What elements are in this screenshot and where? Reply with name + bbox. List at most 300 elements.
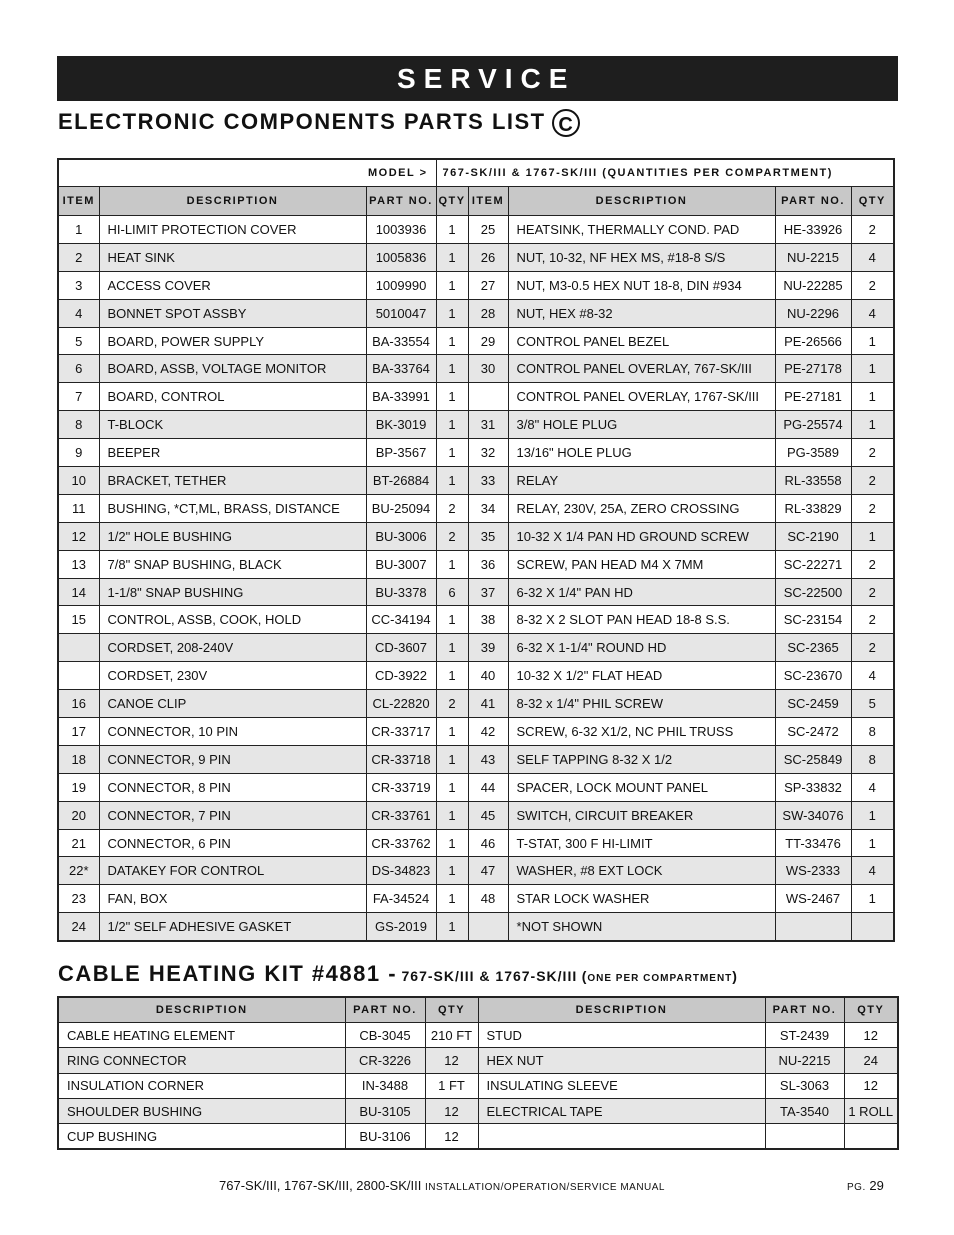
footer-page	[847, 1178, 884, 1193]
quantity: 1	[436, 383, 468, 411]
model-label: MODEL >	[58, 159, 436, 187]
item-description: BOARD, ASSB, VOLTAGE MONITOR	[99, 355, 366, 383]
part-number: PE-26566	[775, 327, 851, 355]
quantity: 8	[851, 745, 894, 773]
kit-quantity: 210 FT	[425, 1023, 478, 1048]
item-description: BUSHING, *CT,ML, BRASS, DISTANCE	[99, 494, 366, 522]
kit-quantity: 12	[425, 1048, 478, 1073]
table-row	[58, 383, 894, 411]
quantity: 2	[851, 271, 894, 299]
table-row	[58, 1098, 898, 1123]
part-number: SC-22271	[775, 550, 851, 578]
part-number: BU-3007	[366, 550, 436, 578]
part-number: SC-2190	[775, 522, 851, 550]
kit-quantity	[844, 1124, 898, 1150]
quantity: 1	[436, 801, 468, 829]
table-row	[58, 411, 894, 439]
item-description: SELF TAPPING 8-32 X 1/2	[508, 745, 775, 773]
quantity: 2	[851, 634, 894, 662]
header-qty: QTY	[851, 187, 894, 216]
item-number: 23	[58, 885, 99, 913]
table-row	[58, 578, 894, 606]
item-description: HI-LIMIT PROTECTION COVER	[99, 216, 366, 244]
kit-heading	[58, 959, 738, 994]
kit-part-number: CB-3045	[345, 1023, 425, 1048]
kit-description: RING CONNECTOR	[58, 1048, 345, 1073]
item-number: 46	[468, 829, 508, 857]
item-description: CANOE CLIP	[99, 690, 366, 718]
quantity: 1	[436, 327, 468, 355]
table-row	[58, 745, 894, 773]
table-row	[58, 271, 894, 299]
quantity: 1	[436, 299, 468, 327]
item-number: 33	[468, 467, 508, 495]
item-number: 39	[468, 634, 508, 662]
item-number: 31	[468, 411, 508, 439]
quantity: 1	[436, 885, 468, 913]
item-number: 44	[468, 773, 508, 801]
model-value: 767-SK/III & 1767-SK/III (QUANTITIES PER COMPARTMENT)	[436, 159, 894, 187]
item-description: 13/16" HOLE PLUG	[508, 439, 775, 467]
item-description: BOARD, CONTROL	[99, 383, 366, 411]
footer-page-number: 29	[869, 1178, 884, 1193]
table-row	[58, 690, 894, 718]
part-number: CD-3922	[366, 662, 436, 690]
item-description: DATAKEY FOR CONTROL	[99, 857, 366, 885]
part-number: NU-2296	[775, 299, 851, 327]
kit-part-number: NU-2215	[765, 1048, 844, 1073]
kit-description: ELECTRICAL TAPE	[478, 1098, 765, 1123]
item-number: 13	[58, 550, 99, 578]
table-row	[58, 243, 894, 271]
kit-heading-paren-open: (	[581, 968, 588, 984]
quantity: 2	[851, 550, 894, 578]
table-row	[58, 467, 894, 495]
kit-description: SHOULDER BUSHING	[58, 1098, 345, 1123]
item-number: 32	[468, 439, 508, 467]
quantity: 1	[436, 718, 468, 746]
item-number: 48	[468, 885, 508, 913]
part-number: WS-2333	[775, 857, 851, 885]
item-number: 18	[58, 745, 99, 773]
item-number: 25	[468, 216, 508, 244]
quantity: 1	[436, 243, 468, 271]
quantity: 2	[851, 216, 894, 244]
item-number: 27	[468, 271, 508, 299]
part-number: CC-34194	[366, 606, 436, 634]
table-row	[58, 662, 894, 690]
part-number: RL-33829	[775, 494, 851, 522]
part-number: WS-2467	[775, 885, 851, 913]
quantity: 4	[851, 299, 894, 327]
kit-header-description: DESCRIPTION	[58, 997, 345, 1023]
quantity: 2	[851, 439, 894, 467]
part-number: SC-2472	[775, 718, 851, 746]
part-number: 5010047	[366, 299, 436, 327]
quantity: 1	[436, 467, 468, 495]
kit-heading-models: 767-SK/III & 1767-SK/III	[401, 968, 578, 984]
quantity	[851, 913, 894, 941]
item-number: 43	[468, 745, 508, 773]
part-number: BU-3378	[366, 578, 436, 606]
part-number: SC-2365	[775, 634, 851, 662]
table-row	[58, 1048, 898, 1073]
item-number: 24	[58, 913, 99, 941]
quantity: 1	[851, 383, 894, 411]
quantity: 1	[436, 745, 468, 773]
item-number	[58, 662, 99, 690]
part-number: CR-33761	[366, 801, 436, 829]
table-row	[58, 494, 894, 522]
quantity: 2	[851, 606, 894, 634]
item-number: 34	[468, 494, 508, 522]
kit-quantity: 12	[844, 1023, 898, 1048]
item-description: 1-1/8" SNAP BUSHING	[99, 578, 366, 606]
table-row	[58, 718, 894, 746]
table-row	[58, 801, 894, 829]
kit-description: HEX NUT	[478, 1048, 765, 1073]
quantity: 1	[436, 271, 468, 299]
part-number: SP-33832	[775, 773, 851, 801]
item-number: 42	[468, 718, 508, 746]
table-row	[58, 1023, 898, 1048]
item-description: T-BLOCK	[99, 411, 366, 439]
table-row	[58, 355, 894, 383]
part-number: PG-25574	[775, 411, 851, 439]
quantity: 4	[851, 773, 894, 801]
item-number: 10	[58, 467, 99, 495]
kit-part-number: SL-3063	[765, 1073, 844, 1098]
item-description: 10-32 X 1/2" FLAT HEAD	[508, 662, 775, 690]
quantity: 1	[436, 662, 468, 690]
footer-page-label: PG.	[847, 1182, 866, 1193]
table-row	[58, 857, 894, 885]
quantity: 4	[851, 857, 894, 885]
part-number: 1005836	[366, 243, 436, 271]
part-number: HE-33926	[775, 216, 851, 244]
item-description: BONNET SPOT ASSBY	[99, 299, 366, 327]
section-title	[58, 107, 580, 137]
table-row	[58, 327, 894, 355]
item-number: 11	[58, 494, 99, 522]
part-number: PE-27178	[775, 355, 851, 383]
part-number: SC-2459	[775, 690, 851, 718]
quantity: 1	[851, 411, 894, 439]
item-description: ACCESS COVER	[99, 271, 366, 299]
item-description: BEEPER	[99, 439, 366, 467]
item-description: T-STAT, 300 F HI-LIMIT	[508, 829, 775, 857]
kit-part-number: ST-2439	[765, 1023, 844, 1048]
item-description: RELAY, 230V, 25A, ZERO CROSSING	[508, 494, 775, 522]
quantity: 2	[851, 467, 894, 495]
part-number: BT-26884	[366, 467, 436, 495]
table-row	[58, 216, 894, 244]
item-number: 2	[58, 243, 99, 271]
kit-description: CABLE HEATING ELEMENT	[58, 1023, 345, 1048]
kit-header-qty: QTY	[844, 997, 898, 1023]
quantity: 1	[851, 801, 894, 829]
item-number: 1	[58, 216, 99, 244]
kit-quantity: 12	[425, 1124, 478, 1150]
item-description: CONTROL PANEL OVERLAY, 767-SK/III	[508, 355, 775, 383]
item-description: 6-32 X 1-1/4" ROUND HD	[508, 634, 775, 662]
part-number: PE-27181	[775, 383, 851, 411]
table-row	[58, 439, 894, 467]
table-row	[58, 606, 894, 634]
item-number: 19	[58, 773, 99, 801]
quantity: 1	[851, 829, 894, 857]
item-description: HEATSINK, THERMALLY COND. PAD	[508, 216, 775, 244]
item-number: 29	[468, 327, 508, 355]
item-number: 45	[468, 801, 508, 829]
part-number: SC-22500	[775, 578, 851, 606]
part-number: BK-3019	[366, 411, 436, 439]
item-description: NUT, M3-0.5 HEX NUT 18-8, DIN #934	[508, 271, 775, 299]
header-item: ITEM	[468, 187, 508, 216]
part-number: SW-34076	[775, 801, 851, 829]
table-row	[58, 522, 894, 550]
item-description: BRACKET, TETHER	[99, 467, 366, 495]
kit-part-number: IN-3488	[345, 1073, 425, 1098]
table-row	[58, 1124, 898, 1150]
kit-header-part-no: PART NO.	[345, 997, 425, 1023]
part-number: TT-33476	[775, 829, 851, 857]
item-number: 37	[468, 578, 508, 606]
table-row	[58, 829, 894, 857]
part-number: CR-33717	[366, 718, 436, 746]
part-number: GS-2019	[366, 913, 436, 941]
item-number: 5	[58, 327, 99, 355]
part-number: BU-3006	[366, 522, 436, 550]
quantity: 6	[436, 578, 468, 606]
item-number: 38	[468, 606, 508, 634]
item-number: 40	[468, 662, 508, 690]
item-number: 20	[58, 801, 99, 829]
kit-part-number: BU-3105	[345, 1098, 425, 1123]
parts-header-row	[58, 187, 894, 216]
quantity: 2	[851, 494, 894, 522]
part-number: CR-33719	[366, 773, 436, 801]
kit-header-row	[58, 997, 898, 1023]
table-row	[58, 1073, 898, 1098]
item-description: CONNECTOR, 9 PIN	[99, 745, 366, 773]
header-part-no: PART NO.	[366, 187, 436, 216]
item-description: 8-32 x 1/4" PHIL SCREW	[508, 690, 775, 718]
item-description: SCREW, 6-32 X1/2, NC PHIL TRUSS	[508, 718, 775, 746]
quantity: 1	[436, 411, 468, 439]
header-part-no: PART NO.	[775, 187, 851, 216]
item-number: 36	[468, 550, 508, 578]
kit-part-number	[765, 1124, 844, 1150]
part-number: BA-33764	[366, 355, 436, 383]
kit-heading-main: CABLE HEATING KIT #4881 -	[58, 961, 398, 986]
item-number: 7	[58, 383, 99, 411]
item-number: 6	[58, 355, 99, 383]
section-title-text: ELECTRONIC COMPONENTS PARTS LIST	[58, 109, 546, 134]
part-number: CR-33762	[366, 829, 436, 857]
kit-header-description: DESCRIPTION	[478, 997, 765, 1023]
item-number: 30	[468, 355, 508, 383]
part-number: BP-3567	[366, 439, 436, 467]
item-description: CONNECTOR, 10 PIN	[99, 718, 366, 746]
item-number	[58, 634, 99, 662]
quantity: 1	[436, 439, 468, 467]
item-number: 28	[468, 299, 508, 327]
item-number: 15	[58, 606, 99, 634]
item-description: WASHER, #8 EXT LOCK	[508, 857, 775, 885]
quantity: 1	[851, 327, 894, 355]
item-description: SWITCH, CIRCUIT BREAKER	[508, 801, 775, 829]
item-description: CONNECTOR, 7 PIN	[99, 801, 366, 829]
part-number: NU-2215	[775, 243, 851, 271]
part-number: CD-3607	[366, 634, 436, 662]
item-description: STAR LOCK WASHER	[508, 885, 775, 913]
quantity: 2	[436, 522, 468, 550]
quantity: 2	[436, 690, 468, 718]
item-description: 6-32 X 1/4" PAN HD	[508, 578, 775, 606]
kit-description: STUD	[478, 1023, 765, 1048]
part-number: 1003936	[366, 216, 436, 244]
item-description: 1/2" SELF ADHESIVE GASKET	[99, 913, 366, 941]
part-number: FA-34524	[366, 885, 436, 913]
kit-quantity: 12	[425, 1098, 478, 1123]
item-description: CORDSET, 208-240V	[99, 634, 366, 662]
item-number: 12	[58, 522, 99, 550]
item-number	[468, 913, 508, 941]
part-number: RL-33558	[775, 467, 851, 495]
item-description: FAN, BOX	[99, 885, 366, 913]
kit-quantity: 24	[844, 1048, 898, 1073]
item-description: BOARD, POWER SUPPLY	[99, 327, 366, 355]
part-number	[775, 913, 851, 941]
item-description: SPACER, LOCK MOUNT PANEL	[508, 773, 775, 801]
item-number: 21	[58, 829, 99, 857]
item-description: 10-32 X 1/4 PAN HD GROUND SCREW	[508, 522, 775, 550]
kit-description: CUP BUSHING	[58, 1124, 345, 1150]
kit-heading-note: ONE PER COMPARTMENT	[587, 973, 733, 984]
kit-description: INSULATING SLEEVE	[478, 1073, 765, 1098]
quantity: 1	[436, 857, 468, 885]
quantity: 2	[436, 494, 468, 522]
quantity: 1	[851, 885, 894, 913]
item-number: 47	[468, 857, 508, 885]
footer-title	[219, 1178, 665, 1193]
item-description: 8-32 X 2 SLOT PAN HEAD 18-8 S.S.	[508, 606, 775, 634]
table-row	[58, 885, 894, 913]
part-number: DS-34823	[366, 857, 436, 885]
part-number: BU-25094	[366, 494, 436, 522]
kit-quantity: 1 ROLL	[844, 1098, 898, 1123]
part-number: BA-33554	[366, 327, 436, 355]
quantity: 4	[851, 662, 894, 690]
item-number: 4	[58, 299, 99, 327]
model-row	[58, 159, 894, 187]
part-number: SC-23670	[775, 662, 851, 690]
item-number: 22*	[58, 857, 99, 885]
kit-header-part-no: PART NO.	[765, 997, 844, 1023]
item-description: RELAY	[508, 467, 775, 495]
quantity: 1	[436, 634, 468, 662]
part-number: NU-22285	[775, 271, 851, 299]
header-description: DESCRIPTION	[99, 187, 366, 216]
kit-header-qty: QTY	[425, 997, 478, 1023]
item-description: CONTROL, ASSB, COOK, HOLD	[99, 606, 366, 634]
quantity: 1	[436, 829, 468, 857]
quantity: 4	[851, 243, 894, 271]
item-description: HEAT SINK	[99, 243, 366, 271]
part-number: BA-33991	[366, 383, 436, 411]
item-description: NUT, HEX #8-32	[508, 299, 775, 327]
item-number: 3	[58, 271, 99, 299]
item-number: 14	[58, 578, 99, 606]
section-badge: C	[552, 109, 580, 137]
item-number: 9	[58, 439, 99, 467]
quantity: 8	[851, 718, 894, 746]
service-banner: SERVICE	[57, 56, 898, 101]
header-qty: QTY	[436, 187, 468, 216]
item-description: CONTROL PANEL BEZEL	[508, 327, 775, 355]
item-description: 7/8" SNAP BUSHING, BLACK	[99, 550, 366, 578]
footer-models: 767-SK/III, 1767-SK/III, 2800-SK/III	[219, 1178, 422, 1193]
part-number: CR-33718	[366, 745, 436, 773]
item-description: CONNECTOR, 8 PIN	[99, 773, 366, 801]
parts-table	[57, 158, 895, 942]
part-number: SC-25849	[775, 745, 851, 773]
item-number: 35	[468, 522, 508, 550]
kit-part-number: TA-3540	[765, 1098, 844, 1123]
kit-quantity: 12	[844, 1073, 898, 1098]
quantity: 1	[851, 355, 894, 383]
item-number: 26	[468, 243, 508, 271]
table-row	[58, 913, 894, 941]
item-description: NUT, 10-32, NF HEX MS, #18-8 S/S	[508, 243, 775, 271]
part-number: PG-3589	[775, 439, 851, 467]
quantity: 5	[851, 690, 894, 718]
item-number	[468, 383, 508, 411]
kit-heading-paren-close: )	[732, 968, 738, 984]
item-description: 3/8" HOLE PLUG	[508, 411, 775, 439]
header-item: ITEM	[58, 187, 99, 216]
table-row	[58, 299, 894, 327]
item-description: 1/2" HOLE BUSHING	[99, 522, 366, 550]
item-description: SCREW, PAN HEAD M4 X 7MM	[508, 550, 775, 578]
table-row	[58, 550, 894, 578]
part-number: SC-23154	[775, 606, 851, 634]
item-number: 17	[58, 718, 99, 746]
quantity: 1	[436, 606, 468, 634]
footer-manual: INSTALLATION/OPERATION/SERVICE MANUAL	[424, 1182, 665, 1193]
quantity: 2	[851, 578, 894, 606]
kit-quantity: 1 FT	[425, 1073, 478, 1098]
kit-description: INSULATION CORNER	[58, 1073, 345, 1098]
kit-part-number: CR-3226	[345, 1048, 425, 1073]
kit-part-number: BU-3106	[345, 1124, 425, 1150]
quantity: 1	[436, 550, 468, 578]
header-description: DESCRIPTION	[508, 187, 775, 216]
item-description: CONTROL PANEL OVERLAY, 1767-SK/III	[508, 383, 775, 411]
item-description: CORDSET, 230V	[99, 662, 366, 690]
table-row	[58, 634, 894, 662]
kit-description	[478, 1124, 765, 1150]
item-description: *NOT SHOWN	[508, 913, 775, 941]
quantity: 1	[436, 913, 468, 941]
table-row	[58, 773, 894, 801]
item-description: CONNECTOR, 6 PIN	[99, 829, 366, 857]
quantity: 1	[851, 522, 894, 550]
kit-table	[57, 996, 899, 1150]
item-number: 8	[58, 411, 99, 439]
part-number: CL-22820	[366, 690, 436, 718]
